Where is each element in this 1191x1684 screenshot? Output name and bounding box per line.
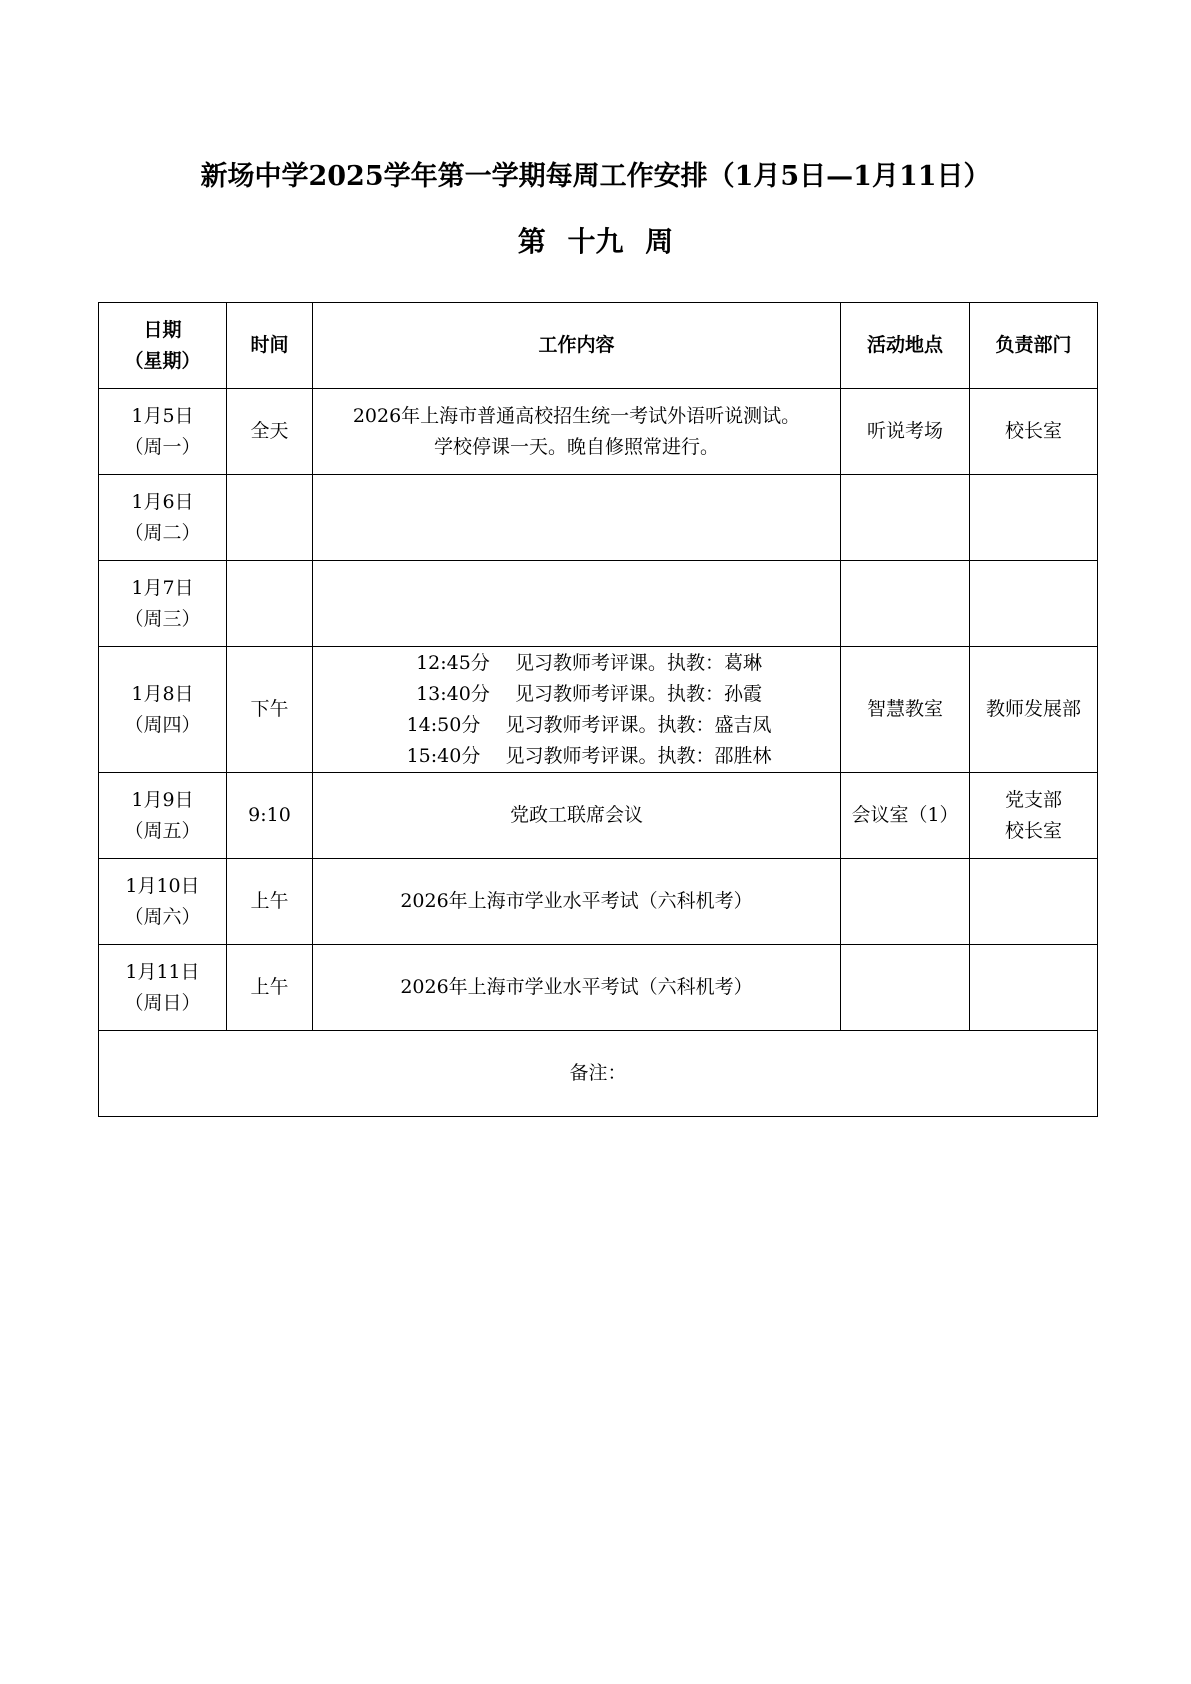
time-cell <box>227 475 313 561</box>
date-cell <box>99 773 227 859</box>
date-cell <box>99 859 227 945</box>
timed-item <box>313 679 840 710</box>
date-text: 1月11日 <box>125 960 200 983</box>
location-cell <box>841 945 970 1031</box>
notes-cell <box>99 1031 1098 1117</box>
timed-item <box>313 648 840 679</box>
location-cell <box>841 561 970 647</box>
date-text: 1月5日 <box>131 404 194 427</box>
item-time: 12:45分 <box>416 651 490 674</box>
table-row <box>99 389 1098 475</box>
time-cell: 9:10 <box>227 773 313 859</box>
table-row <box>99 859 1098 945</box>
header-department: 负责部门 <box>970 303 1098 389</box>
department-cell <box>970 561 1098 647</box>
table-row <box>99 475 1098 561</box>
schedule-table <box>98 302 1098 1117</box>
notes-label: 备注： <box>569 1062 627 1084</box>
time-cell: 上午 <box>227 859 313 945</box>
department-text: 党支部 <box>1004 788 1062 811</box>
content-cell <box>313 945 841 1031</box>
content-cell <box>313 647 841 773</box>
item-time: 15:40分 <box>406 744 481 767</box>
content-line: 2026年上海市学业水平考试（六科机考） <box>400 890 753 912</box>
header-location: 活动地点 <box>841 303 970 389</box>
item-time: 14:50分 <box>406 713 481 736</box>
content-line: 2026年上海市普通高校招生统一考试外语听说测试。 <box>352 404 801 427</box>
header-weekday-label: （星期） <box>124 349 201 372</box>
header-row <box>99 303 1098 389</box>
date-cell <box>99 561 227 647</box>
time-cell: 下午 <box>227 647 313 773</box>
date-text: 1月7日 <box>131 576 194 599</box>
location-cell <box>841 475 970 561</box>
time-cell: 上午 <box>227 945 313 1031</box>
date-cell <box>99 647 227 773</box>
item-text: 见习教师考评课。执教：盛吉凤 <box>505 713 772 736</box>
date-cell <box>99 475 227 561</box>
department-cell <box>970 859 1098 945</box>
notes-row <box>99 1031 1098 1117</box>
table-row <box>99 561 1098 647</box>
department-cell <box>970 773 1098 859</box>
department-cell: 教师发展部 <box>970 647 1098 773</box>
location-cell <box>841 859 970 945</box>
department-cell <box>970 945 1098 1031</box>
date-cell <box>99 389 227 475</box>
timed-item <box>313 741 840 772</box>
location-cell: 智慧教室 <box>841 647 970 773</box>
content-line: 学校停课一天。晚自修照常进行。 <box>433 435 719 458</box>
item-text: 见习教师考评课。执教：葛琳 <box>514 651 762 674</box>
department-cell: 校长室 <box>970 389 1098 475</box>
weekday-text: （周日） <box>124 991 201 1014</box>
location-cell: 听说考场 <box>841 389 970 475</box>
weekday-text: （周一） <box>124 435 201 458</box>
weekday-text: （周六） <box>124 905 201 928</box>
date-text: 1月10日 <box>125 874 200 897</box>
header-date <box>99 303 227 389</box>
table-row <box>99 773 1098 859</box>
time-cell: 全天 <box>227 389 313 475</box>
time-cell <box>227 561 313 647</box>
location-cell: 会议室（1） <box>841 773 970 859</box>
content-cell <box>313 475 841 561</box>
table-row <box>99 945 1098 1031</box>
content-line: 2026年上海市学业水平考试（六科机考） <box>400 976 753 998</box>
department-cell <box>970 475 1098 561</box>
weekday-text: （周三） <box>124 607 201 630</box>
date-text: 1月6日 <box>131 490 194 513</box>
timed-item <box>313 710 840 741</box>
item-text: 见习教师考评课。执教：邵胜林 <box>505 744 772 767</box>
content-line: 党政工联席会议 <box>509 804 643 826</box>
date-cell <box>99 945 227 1031</box>
item-text: 见习教师考评课。执教：孙霞 <box>514 682 762 705</box>
weekday-text: （周五） <box>124 819 201 842</box>
header-time: 时间 <box>227 303 313 389</box>
content-cell <box>313 773 841 859</box>
page-title: 新场中学2025学年第一学期每周工作安排（1月5日—1月11日） <box>200 161 991 192</box>
weekday-text: （周四） <box>124 713 201 736</box>
item-time: 13:40分 <box>416 682 490 705</box>
week-number: 第 十九 周 <box>517 225 674 258</box>
date-text: 1月9日 <box>131 788 194 811</box>
content-cell <box>313 389 841 475</box>
content-cell <box>313 859 841 945</box>
table-row <box>99 647 1098 773</box>
date-text: 1月8日 <box>131 682 194 705</box>
header-content: 工作内容 <box>313 303 841 389</box>
department-text: 校长室 <box>1004 819 1062 842</box>
header-date-label: 日期 <box>143 318 182 341</box>
content-cell <box>313 561 841 647</box>
weekday-text: （周二） <box>124 521 201 544</box>
